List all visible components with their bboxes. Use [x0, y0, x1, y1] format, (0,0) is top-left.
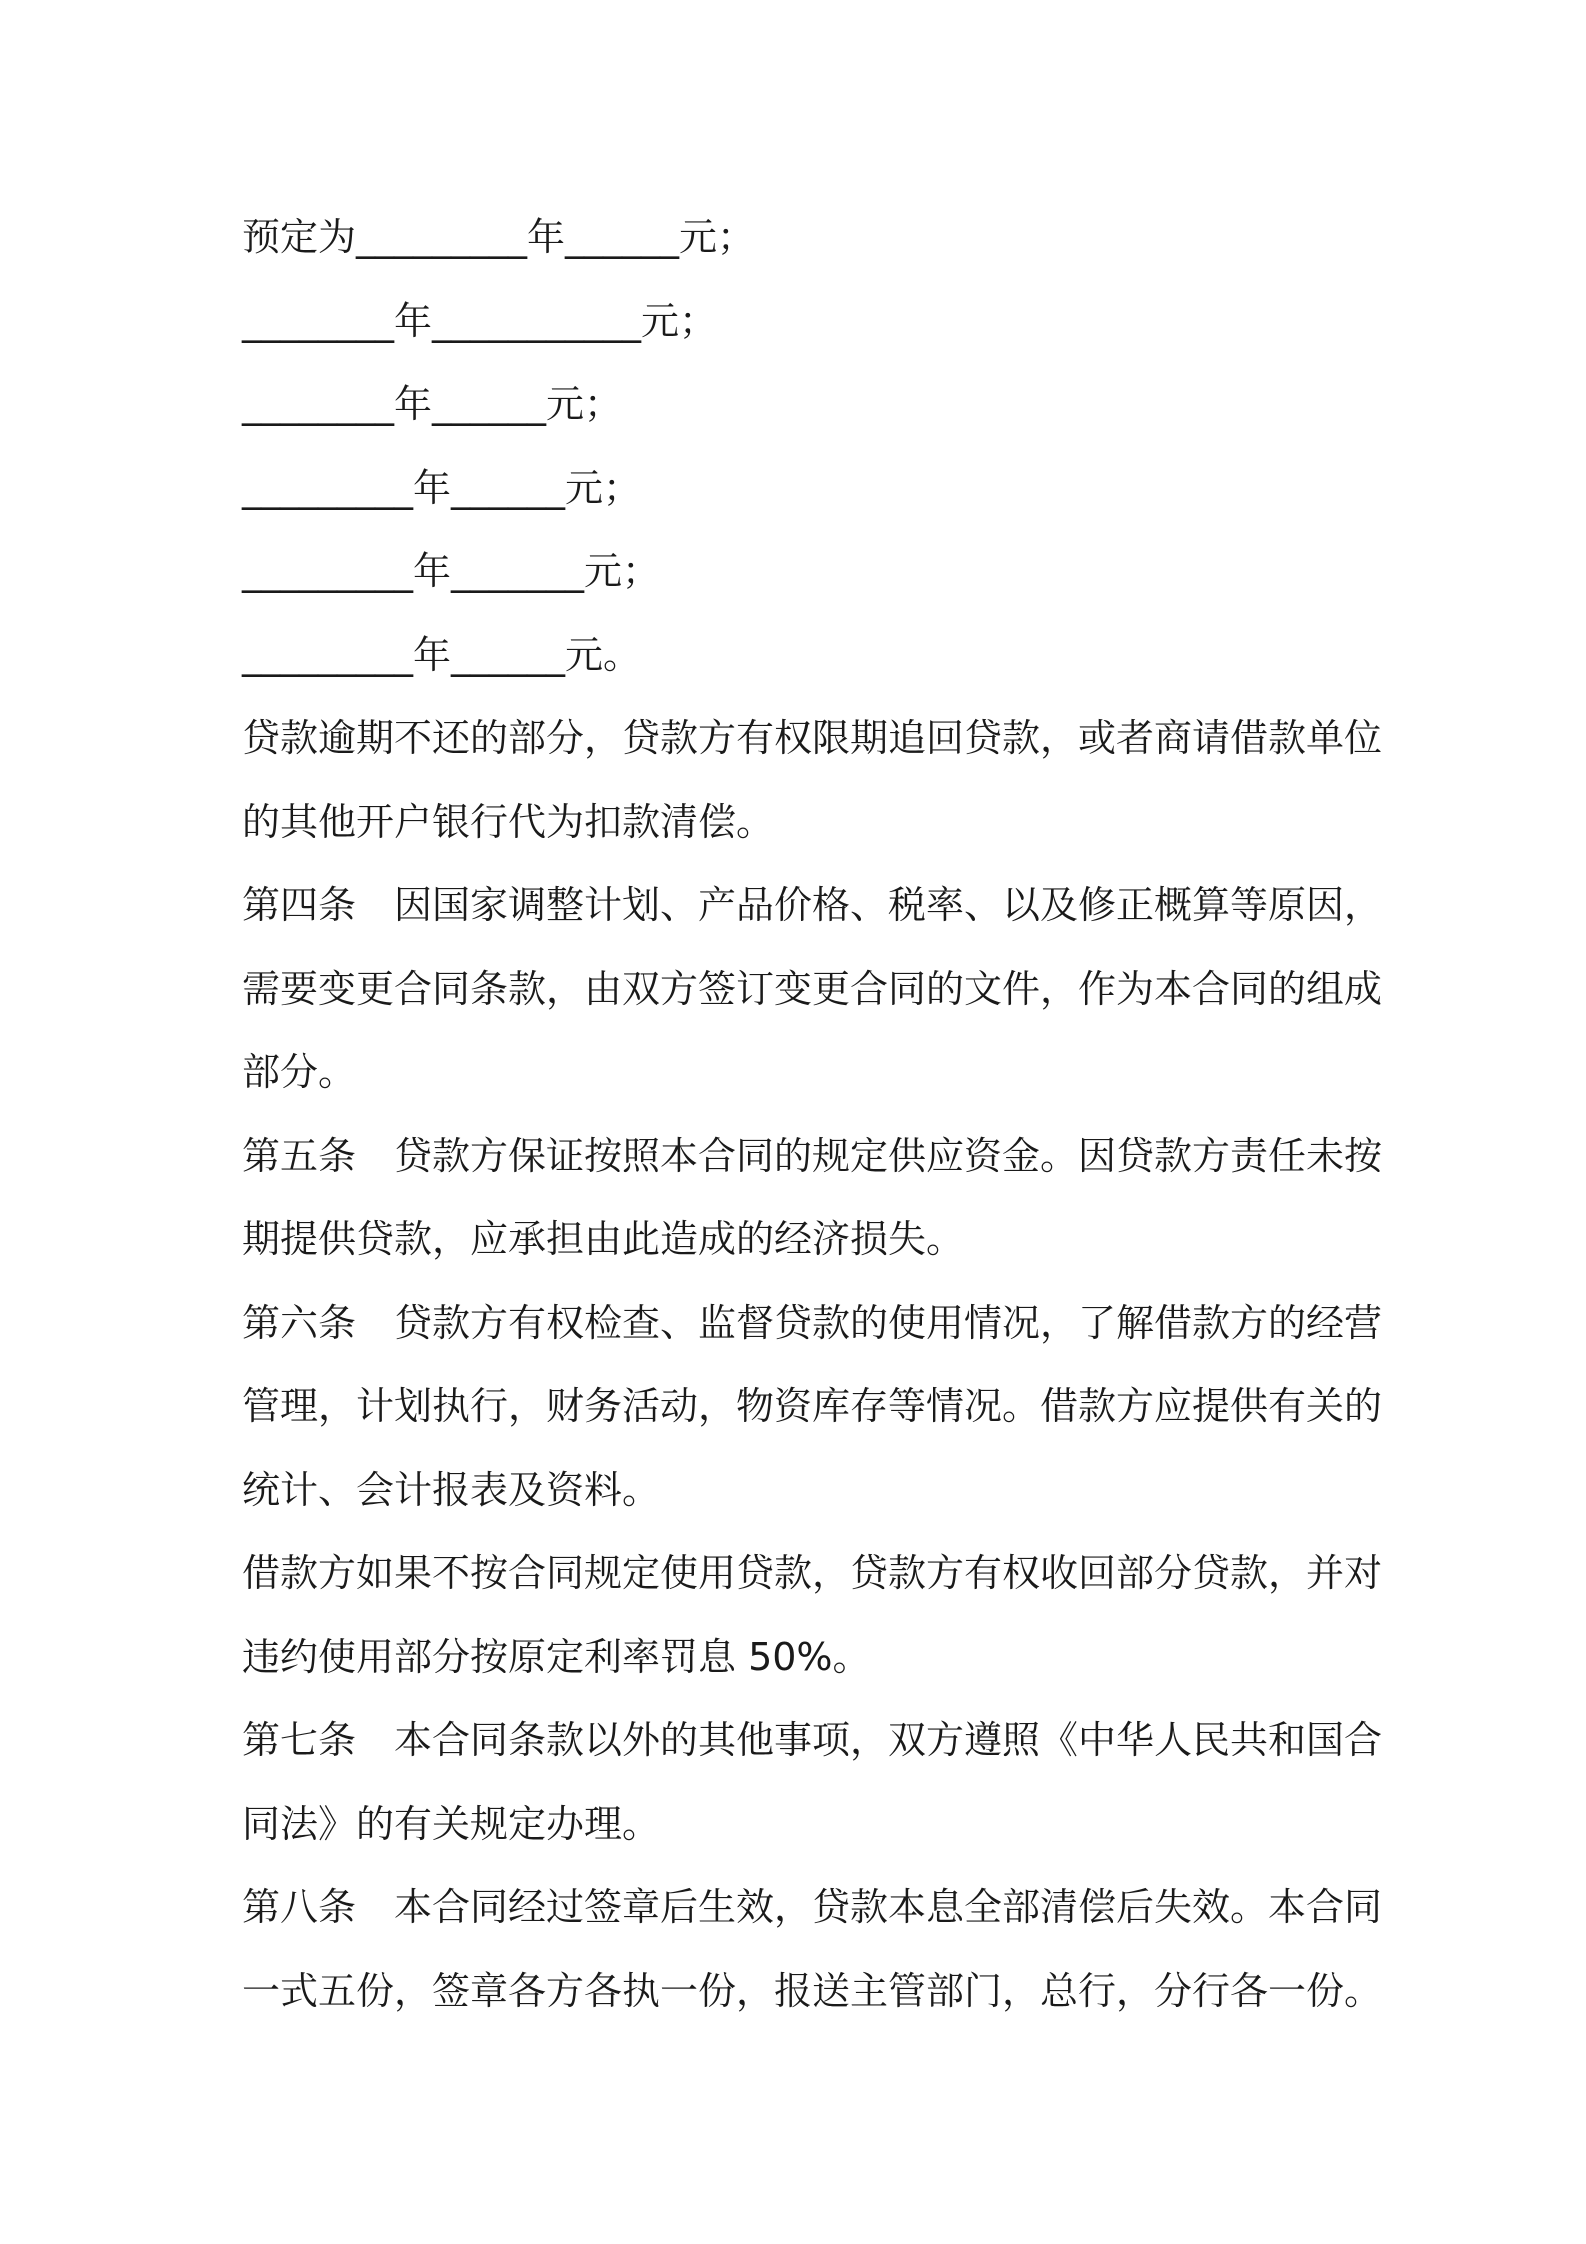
article-8-line: 第八条 本合同经过签章后生效，贷款本息全部清偿后失效。本合同 [242, 1885, 1383, 1929]
text-line: 一式五份，签章各方各执一份，报送主管部门，总行，分行各一份。 [242, 1968, 1383, 2013]
article-7-line: 第七条 本合同条款以外的其他事项，双方遵照《中华人民共和国合 [242, 1718, 1383, 1762]
text-line: 的其他开户银行代为扣款清偿。 [242, 799, 775, 844]
text-line: 期提供贷款，应承担由此造成的经济损失。 [242, 1217, 965, 1261]
text-line: ________年___________元； [242, 298, 718, 343]
article-5-line: 第五条 贷款方保证按照本合同的规定供应资金。因贷款方责任未按 [242, 1133, 1383, 1178]
text-line: _________年_______元； [242, 549, 661, 593]
text-line: 预定为_________年______元； [242, 215, 756, 259]
article-4-line: 第四条 因国家调整计划、产品价格、税率、以及修正概算等原因， [242, 883, 1383, 927]
text-line: 需要变更合同条款，由双方签订变更合同的文件，作为本合同的组成 [242, 966, 1383, 1011]
text-line: 管理，计划执行，财务活动，物资库存等情况。借款方应提供有关的 [242, 1384, 1383, 1428]
text-line: _________年______元。 [242, 632, 642, 677]
text-line: 同法》的有关规定办理。 [242, 1801, 661, 1846]
document-body [242, 196, 1383, 2033]
text-line: 借款方如果不按合同规定使用贷款，贷款方有权收回部分贷款，并对 [242, 1551, 1383, 1595]
text-line: 统计、会计报表及资料。 [242, 1467, 661, 1512]
text-line: ________年______元； [242, 382, 623, 426]
text-line: 违约使用部分按原定利率罚息 50%。 [242, 1634, 871, 1679]
article-6-line: 第六条 贷款方有权检查、监督贷款的使用情况，了解借款方的经营 [242, 1300, 1383, 1345]
text-line: 贷款逾期不还的部分，贷款方有权限期追回贷款，或者商请借款单位 [242, 716, 1383, 760]
text-line: _________年______元； [242, 465, 642, 510]
text-line: 部分。 [242, 1050, 357, 1094]
